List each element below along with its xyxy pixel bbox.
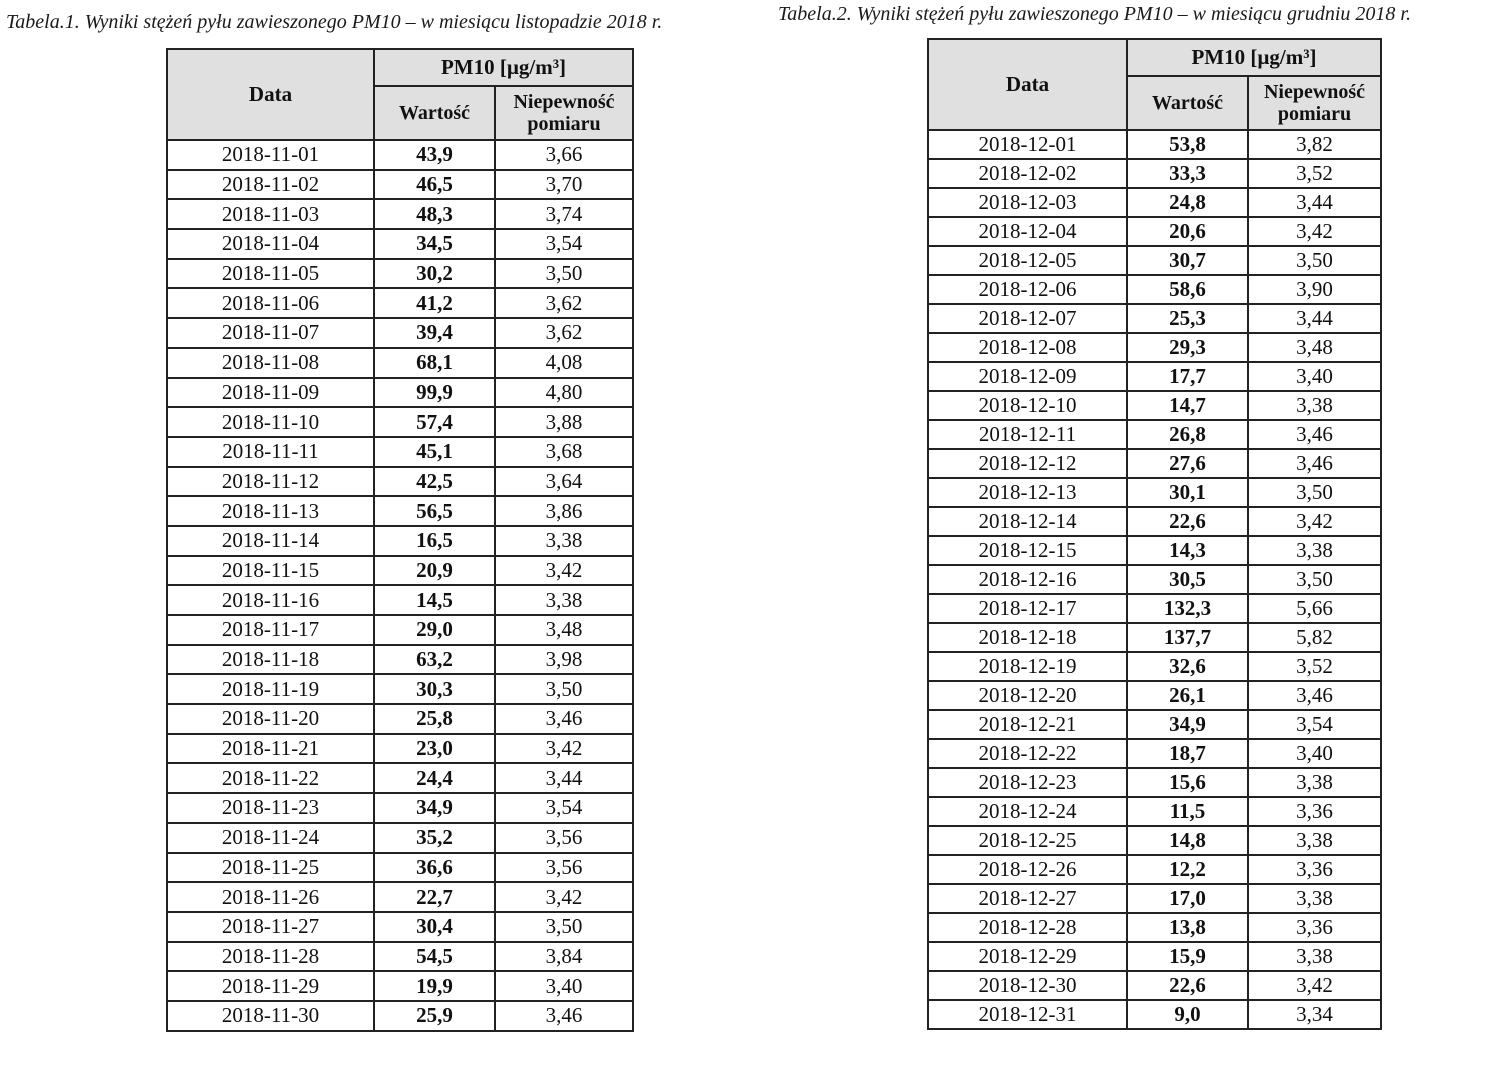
table-row <box>928 768 1381 797</box>
value-cell: 17,7 <box>1127 362 1248 391</box>
value-cell: 18,7 <box>1127 739 1248 768</box>
uncertainty-cell: 3,50 <box>495 259 633 289</box>
uncertainty-cell: 3,42 <box>495 556 633 586</box>
uncertainty-cell: 3,42 <box>495 734 633 764</box>
date-cell: 2018-11-15 <box>167 556 374 586</box>
date-cell: 2018-12-21 <box>928 710 1127 739</box>
date-cell: 2018-11-23 <box>167 793 374 823</box>
value-cell: 46,5 <box>374 170 495 200</box>
value-cell: 53,8 <box>1127 130 1248 159</box>
date-cell: 2018-12-29 <box>928 942 1127 971</box>
value-cell: 63,2 <box>374 645 495 675</box>
table-row <box>167 288 633 318</box>
date-cell: 2018-11-25 <box>167 853 374 883</box>
uncertainty-cell: 3,42 <box>495 882 633 912</box>
uncertainty-cell: 3,40 <box>1248 739 1381 768</box>
date-cell: 2018-11-01 <box>167 140 374 170</box>
table-row <box>167 704 633 734</box>
table-row <box>928 130 1381 159</box>
table-row <box>928 1000 1381 1029</box>
uncertainty-cell: 3,48 <box>1248 333 1381 362</box>
date-cell: 2018-11-24 <box>167 823 374 853</box>
uncertainty-cell: 3,44 <box>1248 188 1381 217</box>
header-uncertainty: Niepewność pomiaru <box>1248 76 1381 130</box>
uncertainty-cell: 3,62 <box>495 288 633 318</box>
table-row <box>928 507 1381 536</box>
header-pm10: PM10 [µg/m³] <box>374 49 633 86</box>
date-cell: 2018-12-05 <box>928 246 1127 275</box>
table-row <box>167 407 633 437</box>
table-row <box>928 275 1381 304</box>
table-row <box>167 912 633 942</box>
value-cell: 36,6 <box>374 853 495 883</box>
uncertainty-cell: 3,42 <box>1248 217 1381 246</box>
uncertainty-cell: 3,54 <box>1248 710 1381 739</box>
value-cell: 43,9 <box>374 140 495 170</box>
value-cell: 54,5 <box>374 942 495 972</box>
uncertainty-cell: 3,44 <box>495 763 633 793</box>
date-cell: 2018-11-16 <box>167 585 374 615</box>
value-cell: 25,3 <box>1127 304 1248 333</box>
table-row <box>167 882 633 912</box>
table-row <box>167 378 633 408</box>
value-cell: 20,6 <box>1127 217 1248 246</box>
uncertainty-cell: 3,38 <box>1248 391 1381 420</box>
uncertainty-cell: 5,66 <box>1248 594 1381 623</box>
date-cell: 2018-11-18 <box>167 645 374 675</box>
value-cell: 13,8 <box>1127 913 1248 942</box>
value-cell: 12,2 <box>1127 855 1248 884</box>
date-cell: 2018-12-16 <box>928 565 1127 594</box>
value-cell: 34,5 <box>374 229 495 259</box>
value-cell: 30,7 <box>1127 246 1248 275</box>
date-cell: 2018-11-06 <box>167 288 374 318</box>
table-row <box>928 739 1381 768</box>
value-cell: 14,7 <box>1127 391 1248 420</box>
uncertainty-cell: 3,38 <box>495 585 633 615</box>
date-cell: 2018-11-12 <box>167 467 374 497</box>
date-cell: 2018-12-03 <box>928 188 1127 217</box>
value-cell: 30,3 <box>374 674 495 704</box>
uncertainty-cell: 3,56 <box>495 853 633 883</box>
date-cell: 2018-12-24 <box>928 797 1127 826</box>
value-cell: 14,3 <box>1127 536 1248 565</box>
value-cell: 99,9 <box>374 378 495 408</box>
value-cell: 45,1 <box>374 437 495 467</box>
uncertainty-cell: 3,88 <box>495 407 633 437</box>
table-row <box>928 971 1381 1000</box>
date-cell: 2018-12-04 <box>928 217 1127 246</box>
date-cell: 2018-12-18 <box>928 623 1127 652</box>
date-cell: 2018-12-11 <box>928 420 1127 449</box>
date-cell: 2018-12-26 <box>928 855 1127 884</box>
uncertainty-cell: 3,34 <box>1248 1000 1381 1029</box>
uncertainty-cell: 3,54 <box>495 793 633 823</box>
uncertainty-cell: 3,44 <box>1248 304 1381 333</box>
uncertainty-cell: 3,50 <box>1248 565 1381 594</box>
date-cell: 2018-12-22 <box>928 739 1127 768</box>
uncertainty-cell: 3,38 <box>1248 942 1381 971</box>
date-cell: 2018-11-21 <box>167 734 374 764</box>
uncertainty-cell: 3,38 <box>1248 826 1381 855</box>
table-row <box>167 823 633 853</box>
uncertainty-cell: 3,50 <box>1248 478 1381 507</box>
uncertainty-cell: 3,40 <box>1248 362 1381 391</box>
date-cell: 2018-11-02 <box>167 170 374 200</box>
table-row <box>928 420 1381 449</box>
value-cell: 30,4 <box>374 912 495 942</box>
value-cell: 33,3 <box>1127 159 1248 188</box>
table1-body <box>167 140 633 1031</box>
value-cell: 35,2 <box>374 823 495 853</box>
value-cell: 39,4 <box>374 318 495 348</box>
table-row <box>928 188 1381 217</box>
date-cell: 2018-12-31 <box>928 1000 1127 1029</box>
value-cell: 20,9 <box>374 556 495 586</box>
value-cell: 25,9 <box>374 1001 495 1031</box>
value-cell: 30,1 <box>1127 478 1248 507</box>
date-cell: 2018-11-11 <box>167 437 374 467</box>
table-row <box>928 362 1381 391</box>
table-row <box>167 971 633 1001</box>
uncertainty-cell: 3,52 <box>1248 159 1381 188</box>
date-cell: 2018-12-28 <box>928 913 1127 942</box>
table-row <box>928 855 1381 884</box>
value-cell: 22,6 <box>1127 971 1248 1000</box>
date-cell: 2018-12-10 <box>928 391 1127 420</box>
value-cell: 25,8 <box>374 704 495 734</box>
value-cell: 24,8 <box>1127 188 1248 217</box>
header-value: Wartość <box>1127 76 1248 130</box>
value-cell: 24,4 <box>374 763 495 793</box>
table-row <box>928 913 1381 942</box>
date-cell: 2018-11-28 <box>167 942 374 972</box>
table-row <box>167 556 633 586</box>
value-cell: 22,7 <box>374 882 495 912</box>
uncertainty-cell: 3,54 <box>495 229 633 259</box>
date-cell: 2018-11-13 <box>167 496 374 526</box>
date-cell: 2018-12-08 <box>928 333 1127 362</box>
table-row <box>167 734 633 764</box>
value-cell: 68,1 <box>374 348 495 378</box>
uncertainty-cell: 3,36 <box>1248 913 1381 942</box>
table-row <box>928 826 1381 855</box>
date-cell: 2018-12-02 <box>928 159 1127 188</box>
table-row <box>928 159 1381 188</box>
value-cell: 58,6 <box>1127 275 1248 304</box>
table-row <box>167 259 633 289</box>
uncertainty-cell: 3,66 <box>495 140 633 170</box>
uncertainty-cell: 3,90 <box>1248 275 1381 304</box>
header-pm10: PM10 [µg/m³] <box>1127 39 1381 76</box>
value-cell: 9,0 <box>1127 1000 1248 1029</box>
uncertainty-cell: 3,62 <box>495 318 633 348</box>
value-cell: 29,0 <box>374 615 495 645</box>
uncertainty-cell: 3,46 <box>495 1001 633 1031</box>
table-row <box>167 1001 633 1031</box>
table-row <box>167 199 633 229</box>
value-cell: 30,5 <box>1127 565 1248 594</box>
table-december <box>927 38 1382 1030</box>
uncertainty-cell: 4,80 <box>495 378 633 408</box>
uncertainty-cell: 3,38 <box>1248 536 1381 565</box>
date-cell: 2018-12-30 <box>928 971 1127 1000</box>
uncertainty-cell: 3,46 <box>1248 681 1381 710</box>
date-cell: 2018-12-06 <box>928 275 1127 304</box>
date-cell: 2018-11-17 <box>167 615 374 645</box>
uncertainty-cell: 3,50 <box>495 912 633 942</box>
uncertainty-cell: 3,38 <box>495 526 633 556</box>
table1-caption: Tabela.1. Wyniki stężeń pyłu zawieszonego PM10 – w miesiącu listopadzie 2018 r. <box>6 11 663 33</box>
value-cell: 27,6 <box>1127 449 1248 478</box>
value-cell: 29,3 <box>1127 333 1248 362</box>
table-row <box>928 884 1381 913</box>
value-cell: 42,5 <box>374 467 495 497</box>
uncertainty-cell: 3,36 <box>1248 797 1381 826</box>
uncertainty-cell: 3,70 <box>495 170 633 200</box>
value-cell: 132,3 <box>1127 594 1248 623</box>
date-cell: 2018-11-29 <box>167 971 374 1001</box>
date-cell: 2018-12-09 <box>928 362 1127 391</box>
value-cell: 15,9 <box>1127 942 1248 971</box>
date-cell: 2018-11-09 <box>167 378 374 408</box>
table-row <box>928 478 1381 507</box>
uncertainty-cell: 3,84 <box>495 942 633 972</box>
table-row <box>928 565 1381 594</box>
table-row <box>167 942 633 972</box>
uncertainty-cell: 3,42 <box>1248 971 1381 1000</box>
value-cell: 32,6 <box>1127 652 1248 681</box>
table-row <box>167 763 633 793</box>
table-row <box>928 652 1381 681</box>
uncertainty-cell: 3,52 <box>1248 652 1381 681</box>
date-cell: 2018-11-03 <box>167 199 374 229</box>
value-cell: 17,0 <box>1127 884 1248 913</box>
date-cell: 2018-11-26 <box>167 882 374 912</box>
value-cell: 57,4 <box>374 407 495 437</box>
value-cell: 30,2 <box>374 259 495 289</box>
value-cell: 34,9 <box>374 793 495 823</box>
date-cell: 2018-11-08 <box>167 348 374 378</box>
date-cell: 2018-11-07 <box>167 318 374 348</box>
value-cell: 56,5 <box>374 496 495 526</box>
date-cell: 2018-11-30 <box>167 1001 374 1031</box>
uncertainty-cell: 5,82 <box>1248 623 1381 652</box>
date-cell: 2018-12-19 <box>928 652 1127 681</box>
uncertainty-cell: 3,46 <box>1248 420 1381 449</box>
table-row <box>167 585 633 615</box>
value-cell: 137,7 <box>1127 623 1248 652</box>
header-date: Data <box>167 49 374 140</box>
table-row <box>167 467 633 497</box>
header-date: Data <box>928 39 1127 130</box>
table-row <box>167 348 633 378</box>
table-november <box>166 48 634 1032</box>
uncertainty-cell: 3,40 <box>495 971 633 1001</box>
table2-caption: Tabela.2. Wyniki stężeń pyłu zawieszonego PM10 – w miesiącu grudniu 2018 r. <box>778 3 1411 25</box>
date-cell: 2018-12-25 <box>928 826 1127 855</box>
value-cell: 14,5 <box>374 585 495 615</box>
value-cell: 22,6 <box>1127 507 1248 536</box>
table-row <box>167 229 633 259</box>
table-row <box>928 942 1381 971</box>
table-row <box>928 594 1381 623</box>
table-row <box>928 333 1381 362</box>
value-cell: 26,1 <box>1127 681 1248 710</box>
date-cell: 2018-11-22 <box>167 763 374 793</box>
table-row <box>167 793 633 823</box>
date-cell: 2018-12-20 <box>928 681 1127 710</box>
table-row <box>928 217 1381 246</box>
uncertainty-cell: 3,64 <box>495 467 633 497</box>
value-cell: 41,2 <box>374 288 495 318</box>
date-cell: 2018-11-10 <box>167 407 374 437</box>
date-cell: 2018-12-14 <box>928 507 1127 536</box>
date-cell: 2018-12-17 <box>928 594 1127 623</box>
uncertainty-cell: 3,38 <box>1248 768 1381 797</box>
table-row <box>167 853 633 883</box>
value-cell: 15,6 <box>1127 768 1248 797</box>
date-cell: 2018-11-14 <box>167 526 374 556</box>
value-cell: 48,3 <box>374 199 495 229</box>
table-row <box>167 674 633 704</box>
table-row <box>167 140 633 170</box>
table-row <box>928 246 1381 275</box>
value-cell: 14,8 <box>1127 826 1248 855</box>
uncertainty-cell: 3,98 <box>495 645 633 675</box>
table-row <box>167 170 633 200</box>
date-cell: 2018-12-27 <box>928 884 1127 913</box>
value-cell: 26,8 <box>1127 420 1248 449</box>
uncertainty-cell: 3,36 <box>1248 855 1381 884</box>
table-row <box>928 797 1381 826</box>
uncertainty-cell: 3,42 <box>1248 507 1381 536</box>
uncertainty-cell: 3,38 <box>1248 884 1381 913</box>
value-cell: 34,9 <box>1127 710 1248 739</box>
table-row <box>167 318 633 348</box>
table-row <box>167 526 633 556</box>
table-row <box>928 449 1381 478</box>
date-cell: 2018-12-12 <box>928 449 1127 478</box>
table-row <box>928 391 1381 420</box>
uncertainty-cell: 3,86 <box>495 496 633 526</box>
date-cell: 2018-12-13 <box>928 478 1127 507</box>
uncertainty-cell: 3,50 <box>495 674 633 704</box>
table-row <box>167 437 633 467</box>
table-row <box>928 681 1381 710</box>
uncertainty-cell: 4,08 <box>495 348 633 378</box>
header-uncertainty: Niepewność pomiaru <box>495 86 633 140</box>
date-cell: 2018-11-20 <box>167 704 374 734</box>
uncertainty-cell: 3,74 <box>495 199 633 229</box>
table-row <box>167 496 633 526</box>
date-cell: 2018-11-19 <box>167 674 374 704</box>
value-cell: 16,5 <box>374 526 495 556</box>
date-cell: 2018-11-27 <box>167 912 374 942</box>
value-cell: 19,9 <box>374 971 495 1001</box>
table-row <box>928 304 1381 333</box>
uncertainty-cell: 3,46 <box>1248 449 1381 478</box>
date-cell: 2018-12-15 <box>928 536 1127 565</box>
date-cell: 2018-12-23 <box>928 768 1127 797</box>
header-value: Wartość <box>374 86 495 140</box>
uncertainty-cell: 3,50 <box>1248 246 1381 275</box>
uncertainty-cell: 3,48 <box>495 615 633 645</box>
table-row <box>167 615 633 645</box>
table-row <box>167 645 633 675</box>
date-cell: 2018-12-07 <box>928 304 1127 333</box>
table2-body <box>928 130 1381 1029</box>
table-row <box>928 536 1381 565</box>
uncertainty-cell: 3,46 <box>495 704 633 734</box>
value-cell: 23,0 <box>374 734 495 764</box>
date-cell: 2018-12-01 <box>928 130 1127 159</box>
value-cell: 11,5 <box>1127 797 1248 826</box>
table-row <box>928 710 1381 739</box>
uncertainty-cell: 3,82 <box>1248 130 1381 159</box>
uncertainty-cell: 3,56 <box>495 823 633 853</box>
date-cell: 2018-11-05 <box>167 259 374 289</box>
table-row <box>928 623 1381 652</box>
date-cell: 2018-11-04 <box>167 229 374 259</box>
uncertainty-cell: 3,68 <box>495 437 633 467</box>
